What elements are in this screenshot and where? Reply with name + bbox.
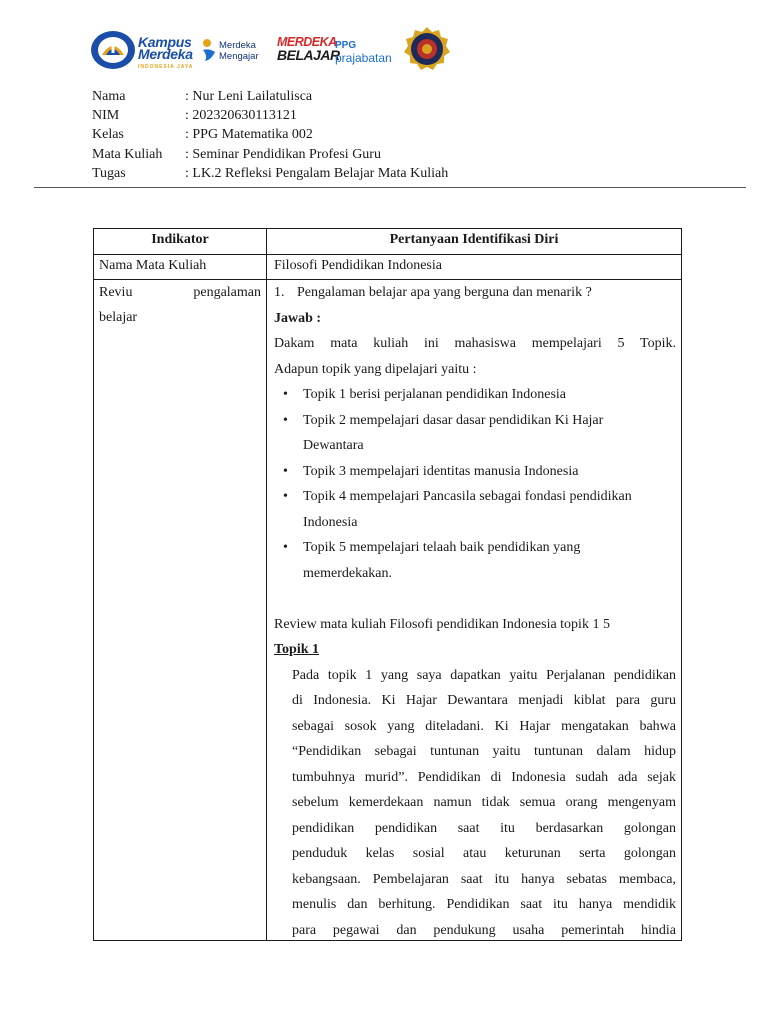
course-name-value: Filosofi Pendidikan Indonesia: [274, 258, 442, 273]
column-header-indikator: Indikator: [151, 232, 209, 247]
topic-line: • Topik 1 berisi perjalanan pendidikan Indonesia: [303, 387, 566, 402]
paragraph-line: di Indonesia. Ki Hajar Dewantara menjadi kiblat para guru: [292, 693, 676, 708]
paragraph-line: menulis dan berhitung. Pendidikan saat itu hanya mendidik: [292, 897, 676, 912]
list-item: [274, 459, 676, 485]
list-item: [274, 408, 676, 459]
info-value: : Nur Leni Lailatulisca: [185, 89, 313, 104]
indicator-word: pengalaman: [193, 285, 261, 300]
intro-line-2: Adapun topik yang dipelajari yaitu :: [274, 361, 477, 377]
info-label: Kelas: [92, 127, 124, 143]
kampus-merdeka-line1: Kampus: [138, 34, 192, 50]
indicator-nama-mata-kuliah: Nama Mata Kuliah: [99, 258, 207, 273]
paragraph-line: “Pendidikan sebagai tuntunan yaitu tuntunan dalam hidup: [292, 744, 676, 759]
merdeka-belajar-logo: [277, 36, 340, 62]
question-number: 1.: [274, 285, 285, 300]
info-value: : Seminar Pendidikan Profesi Guru: [185, 146, 381, 162]
indicator-reviu-pengalaman: [99, 280, 261, 330]
paragraph-line: para pegawai dan pendukung usaha pemerintah hindia: [292, 922, 676, 938]
topic-line: • Topik 5 mempelajari telaah baik pendidikan yang: [303, 540, 581, 555]
column-header-pertanyaan: Pertanyaan Identifikasi Diri: [389, 232, 559, 247]
merdeka-belajar-line1: MERDEKA: [277, 35, 337, 49]
topic-list: [274, 382, 676, 586]
paragraph-line: sebagai sosok yang diteladani. Ki Hajar mengatakan bahwa: [292, 718, 676, 734]
info-label: Nama: [92, 89, 126, 104]
paragraph-line: sebelum kemerdekaan namun tidak semua orang mengenyam: [292, 795, 676, 810]
info-label: Mata Kuliah: [92, 146, 163, 162]
ppg-line2: prajabatan: [335, 51, 392, 65]
indicator-word: belajar: [99, 310, 138, 325]
kampus-merdeka-tagline: INDONESIA JAYA: [138, 64, 194, 70]
reflection-table: [93, 228, 682, 941]
topic1-paragraph: [274, 663, 676, 944]
answer-label: Jawab :: [274, 310, 322, 326]
info-row-mata-kuliah: [92, 145, 448, 164]
topic1-heading: Topik 1: [274, 642, 320, 657]
paragraph-line: pendidikan pendidikan saat itu berdasarkan golongan: [292, 820, 676, 836]
header-divider: [34, 187, 746, 188]
kampus-merdeka-emblem-icon: [90, 29, 136, 71]
merdeka-mengajar-text: [219, 40, 259, 62]
info-row-nim: [92, 106, 448, 125]
kampus-merdeka-line2: Merdeka: [138, 46, 193, 62]
paragraph-line: Pada topik 1 yang saya dapatkan yaitu Perjalanan pendidikan: [292, 667, 676, 683]
indicator-word: Reviu: [99, 285, 133, 300]
column-divider: [266, 229, 267, 940]
merdeka-mengajar-line1: Merdeka: [219, 40, 256, 51]
ppg-line1: PPG: [335, 40, 357, 51]
student-info: [92, 87, 448, 183]
merdeka-mengajar-line2: Mengajar: [219, 51, 259, 62]
reflection-content: [274, 280, 676, 943]
info-value: : 202320630113121: [185, 108, 297, 124]
info-row-kelas: [92, 125, 448, 144]
topic-line: Indonesia: [303, 514, 358, 530]
question-text: Pengalaman belajar apa yang berguna dan menarik ?: [297, 285, 592, 300]
info-label: Tugas: [92, 165, 126, 181]
merdeka-belajar-line2: BELAJAR: [277, 47, 340, 63]
topic-line: memerdekakan.: [303, 565, 393, 581]
info-row-nama: [92, 87, 448, 106]
info-row-tugas: [92, 164, 448, 183]
intro-line-1: Dakam mata kuliah ini mahasiswa mempelajari 5 Topik.: [274, 336, 676, 351]
question-1: [274, 280, 676, 306]
info-value: : PPG Matematika 002: [185, 127, 313, 143]
paragraph-line: kebangsaan. Pembelajaran saat itu hanya sebatas membaca,: [292, 871, 676, 887]
paragraph-line: penduduk kelas sosial atau keturunan serta golongan: [292, 846, 676, 861]
paragraph-line: tumbuhnya murid”. Pendidikan di Indonesia sudah ada sejak: [292, 769, 676, 785]
topic-line: • Topik 4 mempelajari Pancasila sebagai fondasi pendidikan: [303, 489, 632, 504]
review-line: Review mata kuliah Filosofi pendidikan Indonesia topik 1 5: [274, 616, 610, 632]
university-seal-icon: [404, 26, 450, 72]
info-label: NIM: [92, 108, 120, 124]
list-item: [274, 382, 676, 408]
merdeka-mengajar-icon: [201, 38, 217, 62]
list-item: [274, 535, 676, 586]
logo-bar: [90, 26, 460, 72]
list-item: [274, 484, 676, 535]
ppg-prajabatan-logo: [335, 40, 392, 65]
blank-line: [274, 586, 676, 612]
topic-line: • Topik 3 mempelajari identitas manusia Indonesia: [303, 463, 579, 479]
info-value: : LK.2 Refleksi Pengalam Belajar Mata Kuliah: [185, 165, 449, 181]
kampus-merdeka-logo: [138, 36, 193, 73]
topic-line: • Topik 2 mempelajari dasar dasar pendidikan Ki Hajar: [303, 412, 604, 428]
topic-line: Dewantara: [303, 438, 364, 453]
